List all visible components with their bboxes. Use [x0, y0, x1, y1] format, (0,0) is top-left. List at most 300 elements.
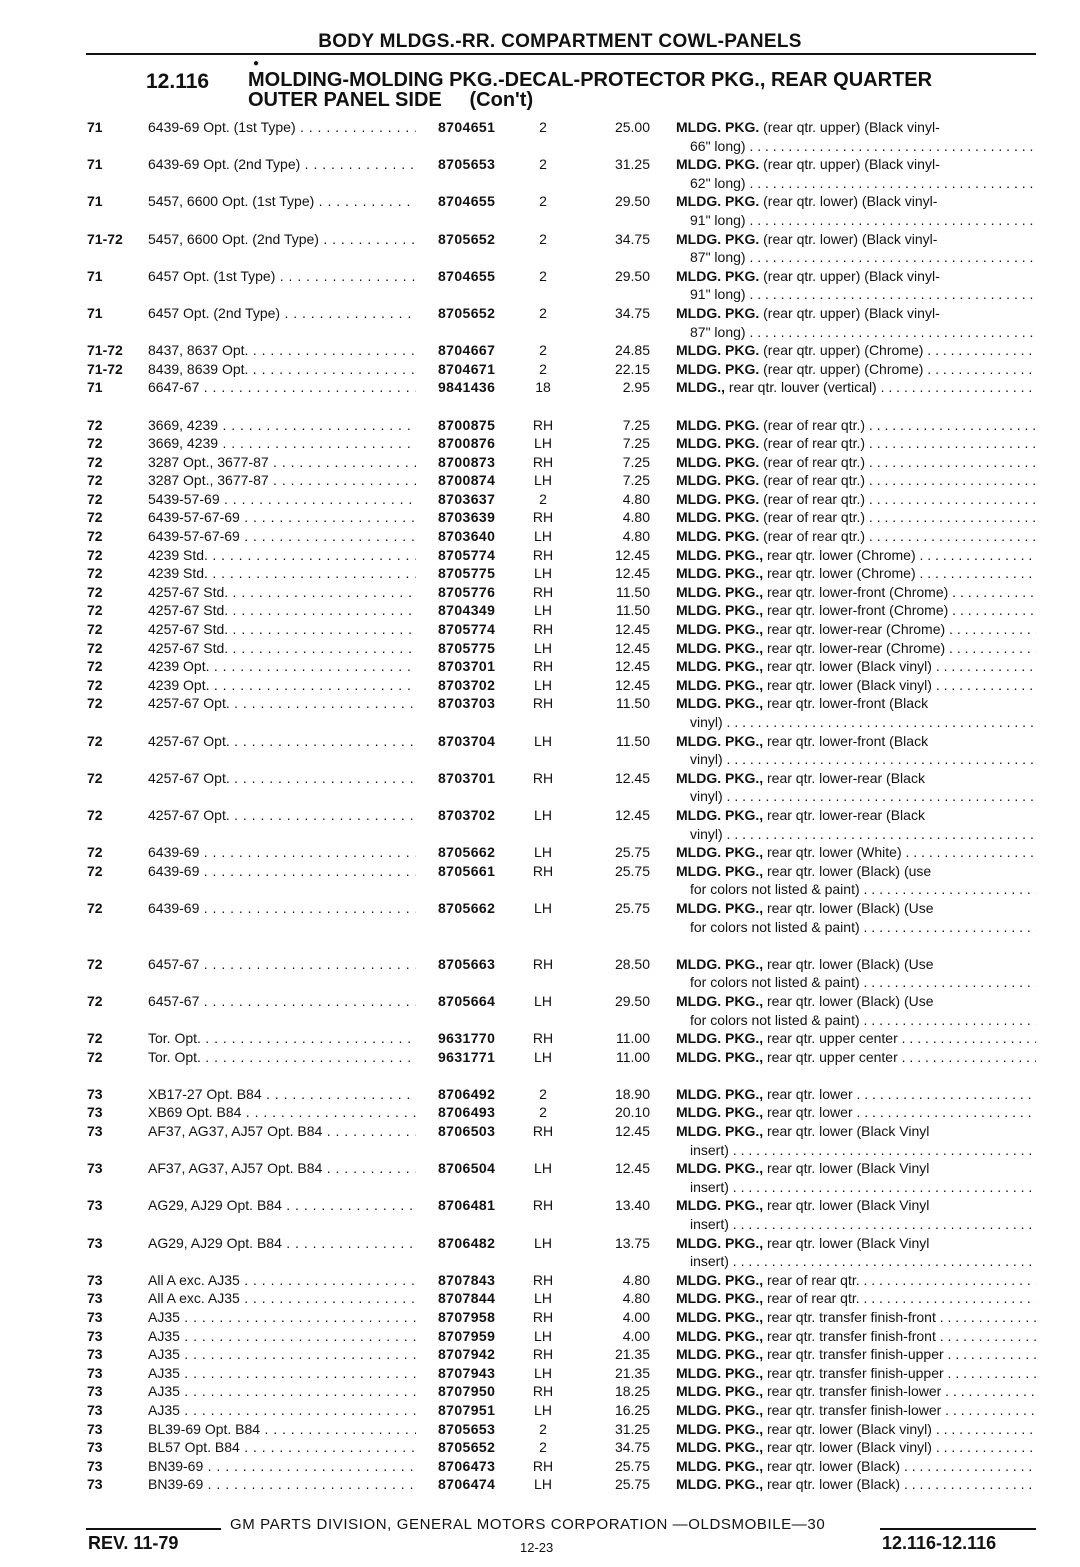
price-cell: 11.50 [616, 732, 650, 749]
part-number-cell: 8705664 [438, 992, 496, 1009]
description-cell [676, 676, 1036, 694]
price-cell: 4.00 [622, 1327, 650, 1344]
model-cell: XB69 Opt. B84 . . . [148, 1103, 416, 1121]
part-number-cell: 8706504 [438, 1160, 496, 1177]
description-keyword: MLDG. PKG., [676, 583, 764, 600]
year-cell: 72 [87, 844, 103, 861]
model-cell: 4257-67 Opt. . . . [148, 769, 416, 787]
description-cell [676, 1085, 1036, 1103]
description-keyword: MLDG. PKG., [676, 1476, 764, 1493]
description-text: rear qtr. transfer finish-front [763, 1327, 936, 1344]
part-number-cell: 8705652 [438, 304, 496, 321]
price-cell: 2.95 [622, 379, 650, 396]
model-cell: 6439-69 . . . [148, 899, 416, 917]
description-text: rear qtr. transfer finish-upper [763, 1346, 944, 1363]
part-number-cell: 8705661 [438, 862, 496, 879]
table-row [0, 899, 1080, 936]
table-row [0, 1475, 1080, 1494]
description-cell [676, 1048, 1036, 1066]
year-cell: 73 [87, 1327, 103, 1344]
year-cell: 73 [87, 1234, 103, 1251]
description-cell [676, 955, 1036, 973]
quantity-cell: RH [532, 1383, 554, 1400]
table-row [0, 564, 1080, 583]
table-row [0, 192, 1080, 229]
description-text: rear of rear qtr. [763, 1290, 860, 1307]
description-continuation: 87" long) . . . [676, 248, 1036, 266]
quantity-cell: LH [534, 1364, 552, 1381]
price-cell: 12.45 [614, 1160, 650, 1177]
description-text: rear qtr. lower (Black vinyl) [763, 676, 932, 693]
year-cell: 72 [87, 862, 103, 879]
year-cell: 71-72 [87, 360, 123, 377]
model-cell: 6439-69 Opt. (1st Type) . . . [148, 118, 416, 136]
quantity-cell: LH [534, 806, 552, 823]
quantity-cell: RH [532, 658, 554, 675]
model-cell: 6457-67 . . . [148, 992, 416, 1010]
quantity-cell: 2 [539, 360, 547, 377]
description-text: (rear of rear qtr.) [759, 509, 866, 526]
part-number-cell: 8706474 [438, 1476, 496, 1493]
description-continuation: insert) . . . [676, 1178, 1036, 1196]
price-cell: 18.25 [614, 1383, 650, 1400]
description-cell [676, 230, 1036, 248]
quantity-cell: LH [534, 844, 552, 861]
quantity-cell: 2 [539, 304, 547, 321]
part-number-cell: 9631771 [438, 1048, 496, 1065]
description-keyword: MLDG., [676, 379, 725, 396]
description-cell [676, 1029, 1036, 1047]
part-number-cell: 8705653 [438, 156, 496, 173]
table-row [0, 546, 1080, 565]
description-text: rear of rear qtr. [763, 1271, 860, 1288]
description-text: (rear qtr. upper) (Black vinyl- [759, 304, 940, 321]
part-number-cell: 8707959 [438, 1327, 496, 1344]
description-cell [676, 639, 1036, 657]
year-cell: 73 [87, 1439, 103, 1456]
quantity-cell: LH [534, 1234, 552, 1251]
description-text: rear qtr. lower-rear (Black [763, 806, 925, 823]
price-cell: 34.75 [614, 304, 650, 321]
model-cell: 3287 Opt., 3677-87 . . . [148, 471, 416, 489]
part-number-cell: 8704655 [438, 267, 496, 284]
table-row [0, 416, 1080, 435]
part-number-cell: 8704655 [438, 193, 496, 210]
description-keyword: MLDG. PKG., [676, 1197, 764, 1214]
price-cell: 22.15 [614, 360, 650, 377]
table-row [0, 508, 1080, 527]
description-keyword: MLDG. PKG. [676, 472, 760, 489]
part-number-cell: 8707844 [438, 1290, 496, 1307]
table-row [0, 267, 1080, 304]
description-continuation: insert) . . . [676, 1215, 1036, 1233]
price-cell: 29.50 [614, 267, 650, 284]
table-row [0, 843, 1080, 862]
year-cell: 73 [87, 1085, 103, 1102]
table-row [0, 732, 1080, 769]
description-cell [676, 843, 1036, 861]
description-text: (rear of rear qtr.) [759, 472, 866, 489]
quantity-cell: LH [534, 732, 552, 749]
description-continuation: 66" long) . . . [676, 137, 1036, 155]
model-cell: 4257-67 Opt. . . . [148, 732, 416, 750]
part-number-cell: 9631770 [438, 1030, 496, 1047]
price-cell: 34.75 [614, 230, 650, 247]
model-cell: 6457 Opt. (1st Type) . . . [148, 267, 416, 285]
year-cell: 73 [87, 1364, 103, 1381]
year-cell: 72 [87, 490, 103, 507]
price-cell: 16.25 [614, 1401, 650, 1418]
quantity-cell: LH [534, 1476, 552, 1493]
year-cell: 72 [87, 528, 103, 545]
model-cell: 3669, 4239 . . . [148, 434, 416, 452]
description-cell [676, 1364, 1036, 1382]
table-row [0, 657, 1080, 676]
part-number-cell: 8706503 [438, 1123, 496, 1140]
description-text: rear qtr. lower-rear (Chrome) [763, 639, 946, 656]
part-number-cell: 8705775 [438, 565, 496, 582]
header-rule [86, 53, 1036, 55]
model-cell: 4239 Std. . . . [148, 564, 416, 582]
description-keyword: MLDG. PKG., [676, 1383, 764, 1400]
description-text: rear qtr. lower (Black) [763, 1476, 901, 1493]
description-text: rear qtr. lower-rear (Black [763, 769, 925, 786]
quantity-cell: 18 [535, 379, 551, 396]
table-row [0, 676, 1080, 695]
description-text: rear qtr. lower (Black vinyl) [763, 1420, 932, 1437]
description-continuation: vinyl) . . . [676, 750, 1036, 768]
description-cell [676, 1457, 1036, 1475]
price-cell: 12.45 [614, 546, 650, 563]
description-text: rear qtr. transfer finish-front [763, 1309, 936, 1325]
part-number-cell: 8705774 [438, 546, 496, 563]
quantity-cell: RH [532, 695, 554, 712]
part-number-cell: 8705663 [438, 955, 496, 972]
description-cell [676, 1420, 1036, 1438]
description-keyword: MLDG. PKG. [676, 267, 760, 284]
part-number-cell: 8706482 [438, 1234, 496, 1251]
description-text: rear qtr. lower (Black Vinyl [763, 1123, 930, 1140]
quantity-cell: 2 [539, 1104, 547, 1121]
description-keyword: MLDG. PKG., [676, 1160, 764, 1177]
section-number: 12.116 [146, 70, 210, 93]
table-row [0, 694, 1080, 731]
part-number-cell: 8700876 [438, 435, 496, 452]
quantity-cell: RH [532, 1271, 554, 1288]
description-continuation: 91" long) . . . [676, 211, 1036, 229]
year-cell: 72 [87, 899, 103, 916]
part-number-cell: 9841436 [438, 379, 496, 396]
description-continuation: vinyl) . . . [676, 713, 1036, 731]
part-number-cell: 8705653 [438, 1420, 496, 1437]
part-number-cell: 8705652 [438, 230, 496, 247]
table-row [0, 527, 1080, 546]
price-cell: 20.10 [614, 1104, 650, 1121]
description-cell [676, 1271, 1036, 1289]
description-keyword: MLDG. PKG., [676, 899, 764, 916]
table-row [0, 583, 1080, 602]
description-text: rear qtr. upper center [763, 1048, 898, 1065]
year-cell: 72 [87, 955, 103, 972]
table-row [0, 769, 1080, 806]
description-cell [676, 769, 1036, 787]
quantity-cell: RH [532, 621, 554, 638]
description-keyword: MLDG. PKG., [676, 546, 764, 563]
year-cell: 72 [87, 992, 103, 1009]
description-text: (rear of rear qtr.) [759, 416, 866, 433]
description-keyword: MLDG. PKG., [676, 844, 764, 861]
year-cell: 71 [87, 304, 103, 321]
model-cell: 6439-69 Opt. (2nd Type) . . . [148, 155, 416, 173]
table-row [0, 1308, 1080, 1327]
description-text: rear qtr. lower (Chrome) [763, 546, 916, 563]
year-cell: 73 [87, 1290, 103, 1307]
description-text: rear qtr. lower [763, 1104, 853, 1121]
table-row [0, 341, 1080, 360]
quantity-cell: LH [534, 676, 552, 693]
price-cell: 12.45 [614, 639, 650, 656]
part-number-cell: 8705776 [438, 583, 496, 600]
description-cell [676, 378, 1036, 396]
description-text: rear qtr. lower (White) [763, 844, 902, 861]
price-cell: 12.45 [614, 806, 650, 823]
description-keyword: MLDG. PKG., [676, 1401, 764, 1418]
table-row [0, 155, 1080, 192]
description-text: (rear qtr. upper) (Black vinyl- [759, 156, 940, 173]
description-cell [676, 1234, 1036, 1252]
price-cell: 4.80 [622, 1290, 650, 1307]
description-cell [676, 527, 1036, 545]
description-continuation: 91" long) . . . [676, 285, 1036, 303]
description-keyword: MLDG. PKG. [676, 156, 760, 173]
quantity-cell: RH [532, 1346, 554, 1363]
description-continuation: vinyl) . . . [676, 825, 1036, 843]
description-text: rear qtr. transfer finish-lower [763, 1383, 942, 1400]
part-number-cell: 8707958 [438, 1309, 496, 1325]
description-cell [676, 360, 1036, 378]
model-cell: AG29, AJ29 Opt. B84 . . . [148, 1234, 416, 1252]
quantity-cell: RH [532, 1123, 554, 1140]
description-keyword: MLDG. PKG. [676, 490, 760, 507]
quantity-cell: LH [534, 1160, 552, 1177]
price-cell: 4.80 [622, 528, 650, 545]
part-number-cell: 8704667 [438, 342, 496, 359]
description-cell [676, 1345, 1036, 1363]
description-cell [676, 453, 1036, 471]
description-text: (rear of rear qtr.) [759, 528, 866, 545]
table-row [0, 490, 1080, 509]
table-row [0, 434, 1080, 453]
quantity-cell: LH [534, 1401, 552, 1418]
part-number-cell: 8703703 [438, 695, 496, 712]
year-cell: 72 [87, 453, 103, 470]
year-cell: 73 [87, 1197, 103, 1214]
part-number-cell: 8705774 [438, 621, 496, 638]
part-number-cell: 8704671 [438, 360, 496, 377]
quantity-cell: RH [532, 1457, 554, 1474]
description-text: rear qtr. lower (Black Vinyl [763, 1197, 930, 1214]
description-text: (rear qtr. upper) (Chrome) [759, 360, 924, 377]
description-keyword: MLDG. PKG., [676, 1104, 764, 1121]
description-keyword: MLDG. PKG. [676, 342, 760, 359]
description-cell [676, 583, 1036, 601]
description-cell [676, 546, 1036, 564]
table-row [0, 806, 1080, 843]
price-cell: 4.00 [622, 1309, 650, 1325]
table-row [0, 639, 1080, 658]
price-cell: 12.45 [614, 565, 650, 582]
year-cell: 73 [87, 1160, 103, 1177]
quantity-cell: RH [532, 453, 554, 470]
year-cell: 72 [87, 546, 103, 563]
table-row [0, 1457, 1080, 1476]
year-cell: 73 [87, 1309, 103, 1325]
description-keyword: MLDG. PKG., [676, 1271, 764, 1288]
part-number-cell: 8704349 [438, 602, 496, 619]
year-cell: 71 [87, 193, 103, 210]
quantity-cell: RH [532, 416, 554, 433]
model-cell: AJ35 . . . [148, 1382, 416, 1400]
description-text: (rear of rear qtr.) [759, 490, 866, 507]
description-keyword: MLDG. PKG., [676, 1346, 764, 1363]
description-text: (rear qtr. upper) (Chrome) [759, 342, 924, 359]
year-cell: 72 [87, 416, 103, 433]
table-row [0, 378, 1080, 397]
model-cell: 4257-67 Std. . . . [148, 601, 416, 619]
model-cell: 4257-67 Opt. . . . [148, 806, 416, 824]
table-row [0, 304, 1080, 341]
description-keyword: MLDG. PKG., [676, 1123, 764, 1140]
part-number-cell: 8706473 [438, 1457, 496, 1474]
price-cell: 12.45 [614, 1123, 650, 1140]
description-text: rear qtr. lower-front (Black [763, 732, 929, 749]
year-cell: 72 [87, 583, 103, 600]
description-cell [676, 992, 1036, 1010]
table-row [0, 1271, 1080, 1290]
description-text: rear qtr. lower (Black) (use [763, 862, 932, 879]
year-cell: 73 [87, 1346, 103, 1363]
quantity-cell: LH [534, 639, 552, 656]
description-text: (rear qtr. upper) (Black vinyl- [759, 119, 940, 135]
description-cell [676, 1159, 1036, 1177]
description-continuation: 62" long) . . . [676, 174, 1036, 192]
part-number-cell: 8706492 [438, 1085, 496, 1102]
quantity-cell: RH [532, 583, 554, 600]
price-cell: 11.50 [616, 602, 650, 619]
model-cell: 4257-67 Opt. . . . [148, 694, 416, 712]
quantity-cell: LH [534, 528, 552, 545]
price-cell: 4.80 [622, 509, 650, 526]
description-continuation: 87" long) . . . [676, 323, 1036, 341]
description-keyword: MLDG. PKG., [676, 806, 764, 823]
price-cell: 29.50 [614, 992, 650, 1009]
model-cell: 4257-67 Std. . . . [148, 583, 416, 601]
model-cell: 5457, 6600 Opt. (2nd Type) . . . [148, 230, 416, 248]
price-cell: 31.25 [614, 156, 650, 173]
description-keyword: MLDG. PKG. [676, 416, 760, 433]
price-cell: 11.50 [616, 695, 650, 712]
quantity-cell: LH [534, 1048, 552, 1065]
table-row [0, 601, 1080, 620]
description-cell [676, 1289, 1036, 1307]
price-cell: 12.45 [614, 658, 650, 675]
year-cell: 71-72 [87, 342, 123, 359]
year-cell: 72 [87, 732, 103, 749]
description-keyword: MLDG. PKG. [676, 230, 760, 247]
year-cell: 73 [87, 1476, 103, 1493]
description-keyword: MLDG. PKG. [676, 193, 760, 210]
description-keyword: MLDG. PKG. [676, 435, 760, 452]
quantity-cell: LH [534, 1290, 552, 1307]
section-title-line1: MOLDING-MOLDING PKG.-DECAL-PROTECTOR PKG., REAR QUARTER [248, 69, 933, 91]
description-keyword: MLDG. PKG., [676, 992, 764, 1009]
price-cell: 7.25 [622, 453, 650, 470]
quantity-cell: LH [534, 472, 552, 489]
quantity-cell: LH [534, 565, 552, 582]
model-cell: BL39-69 Opt. B84 . . . [148, 1420, 416, 1438]
description-cell [676, 1438, 1036, 1456]
price-cell: 29.50 [614, 193, 650, 210]
quantity-cell: LH [534, 435, 552, 452]
description-cell [676, 1327, 1036, 1345]
description-keyword: MLDG. PKG., [676, 1364, 764, 1381]
description-keyword: MLDG. PKG., [676, 1030, 764, 1047]
description-cell [676, 267, 1036, 285]
description-cell [676, 620, 1036, 638]
year-cell: 72 [87, 695, 103, 712]
table-row [0, 230, 1080, 267]
description-cell [676, 899, 1036, 917]
quantity-cell: LH [534, 602, 552, 619]
model-cell: AJ35 . . . [148, 1364, 416, 1382]
model-cell: AG29, AJ29 Opt. B84 . . . [148, 1196, 416, 1214]
price-cell: 13.40 [614, 1197, 650, 1214]
model-cell: AJ35 . . . [148, 1401, 416, 1419]
price-cell: 34.75 [614, 1439, 650, 1456]
price-cell: 11.50 [616, 583, 650, 600]
quantity-cell: RH [532, 509, 554, 526]
description-text: (rear of rear qtr.) [759, 435, 866, 452]
description-keyword: MLDG. PKG., [676, 676, 764, 693]
part-number-cell: 8703639 [438, 509, 496, 526]
part-number-cell: 8705662 [438, 844, 496, 861]
description-keyword: MLDG. PKG., [676, 621, 764, 638]
description-cell [676, 304, 1036, 322]
part-number-cell: 8707943 [438, 1364, 496, 1381]
model-cell: 6439-69 . . . [148, 862, 416, 880]
description-keyword: MLDG. PKG., [676, 602, 764, 619]
description-keyword: MLDG. PKG., [676, 1439, 764, 1456]
description-cell [676, 694, 1036, 712]
description-keyword: MLDG. PKG. [676, 360, 760, 377]
footer-rule-left [86, 1528, 221, 1530]
model-cell: BL57 Opt. B84 . . . [148, 1438, 416, 1456]
quantity-cell: 2 [539, 1085, 547, 1102]
year-cell: 73 [87, 1271, 103, 1288]
description-keyword: MLDG. PKG., [676, 1290, 764, 1307]
table-row [0, 1159, 1080, 1196]
model-cell: 4257-67 Std. . . . [148, 639, 416, 657]
table-row [0, 1327, 1080, 1346]
description-keyword: MLDG. PKG., [676, 1085, 764, 1102]
description-text: (rear of rear qtr.) [759, 453, 866, 470]
model-cell: 6439-69 . . . [148, 843, 416, 861]
description-keyword: MLDG. PKG., [676, 769, 764, 786]
description-keyword: MLDG. PKG., [676, 1309, 764, 1325]
model-cell: All A exc. AJ35 . . . [148, 1271, 416, 1289]
table-row [0, 1122, 1080, 1159]
description-cell [676, 806, 1036, 824]
